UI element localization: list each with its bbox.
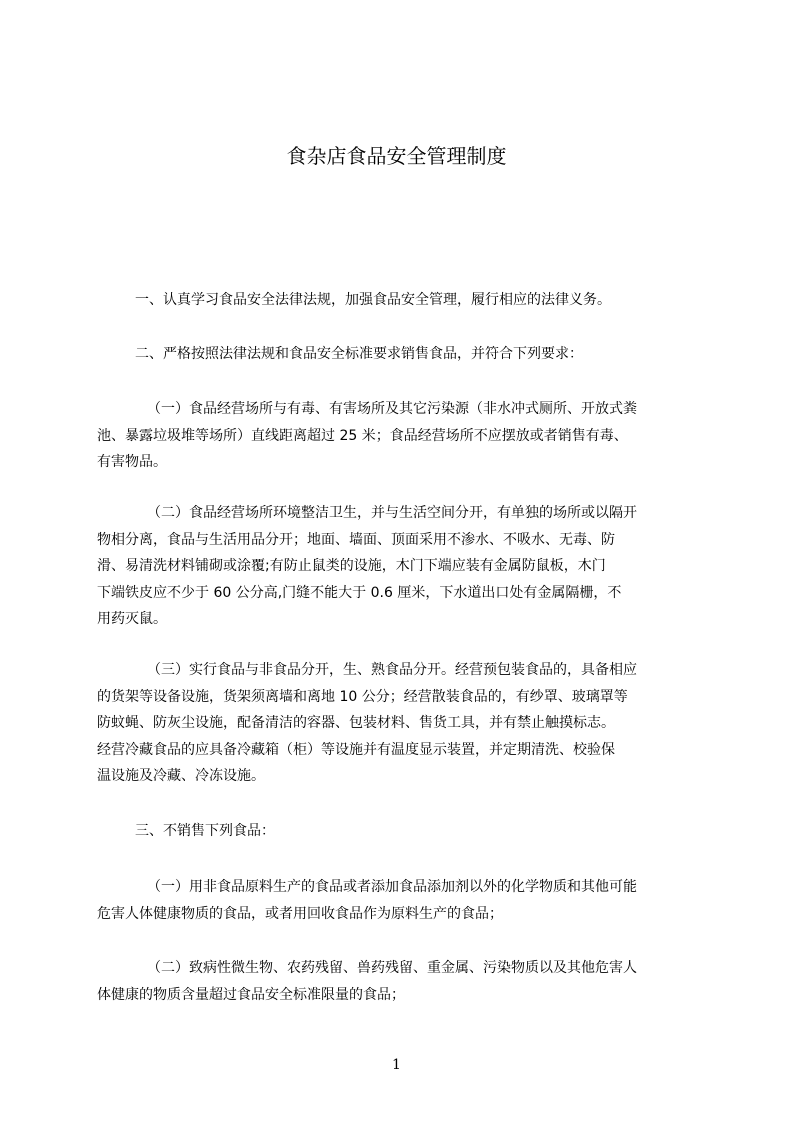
paragraph-line: （二）食品经营场所环境整洁卫生，并与生活空间分开，有单独的场所或以隔开 — [147, 505, 637, 521]
paragraph-line: 经营冷藏食品的应具备冷藏箱（柜）等设施并有温度显示装置，并定期清洗、校验保 — [97, 741, 615, 758]
document-title: 食杂店食品安全管理制度 — [286, 144, 507, 168]
paragraph-line: （一）用非食品原料生产的食品或者添加食品添加剂以外的化学物质和其他可能 — [147, 879, 637, 895]
paragraph-line: 一、认真学习食品安全法律法规，加强食品安全管理，履行相应的法律义务。 — [135, 292, 611, 308]
paragraph-line: 防蚊蝇、防灰尘设施，配备清洁的容器、包装材料、售货工具，并有禁止触摸标志。 — [97, 715, 615, 731]
paragraph-1 — [97, 287, 700, 314]
paragraph-2 — [97, 341, 700, 368]
paragraph-line: 下端铁皮应不少于 60 公分高,门缝不能大于 0.6 厘米，下水道出口处有金属隔栅，不 — [97, 584, 622, 601]
paragraph-line: 温设施及冷藏、冷冻设施。 — [97, 768, 265, 784]
paragraph-line: 滑、易清洗材料铺砌或涂覆;有防止鼠类的设施，木门下端应装有金属防鼠板，木门 — [97, 558, 606, 574]
paragraph-line: （三）实行食品与非食品分开，生、熟食品分开。经营预包装食品的，具备相应 — [147, 662, 637, 678]
paragraph-7 — [97, 874, 700, 927]
paragraph-line: （一）食品经营场所与有毒、有害场所及其它污染源（非水冲式厕所、开放式粪 — [147, 401, 637, 417]
paragraph-6 — [97, 818, 700, 845]
paragraph-line: 体健康的物质含量超过食品安全标准限量的食品； — [97, 986, 405, 1003]
paragraph-line: 用药灭鼠。 — [97, 611, 167, 627]
paragraph-3 — [97, 396, 700, 476]
paragraph-line: 危害人体健康物质的食品，或者用回收食品作为原料生产的食品； — [97, 905, 503, 922]
paragraph-5 — [97, 657, 700, 790]
paragraph-line: 的货架等设备设施，货架须离墙和离地 10 公分；经营散装食品的，有纱罩、玻璃罩等 — [97, 688, 628, 705]
paragraph-line: （二）致病性微生物、农药残留、兽药残留、重金属、污染物质以及其他危害人 — [147, 960, 637, 976]
paragraph-line: 池、暴露垃圾堆等场所）直线距离超过 25 米；食品经营场所不应摆放或者销售有毒、 — [97, 427, 628, 444]
paragraph-line: 有害物品。 — [97, 454, 167, 470]
paragraph-4 — [97, 500, 700, 633]
page-number: 1 — [392, 1057, 401, 1073]
paragraph-line: 物相分离，食品与生活用品分开；地面、墙面、顶面采用不渗水、不吸水、无毒、防 — [97, 531, 615, 548]
paragraph-line: 三、不销售下列食品： — [135, 823, 275, 839]
paragraph-line: 二、严格按照法律法规和食品安全标准要求销售食品，并符合下列要求： — [135, 346, 583, 362]
paragraph-8 — [97, 955, 700, 1008]
